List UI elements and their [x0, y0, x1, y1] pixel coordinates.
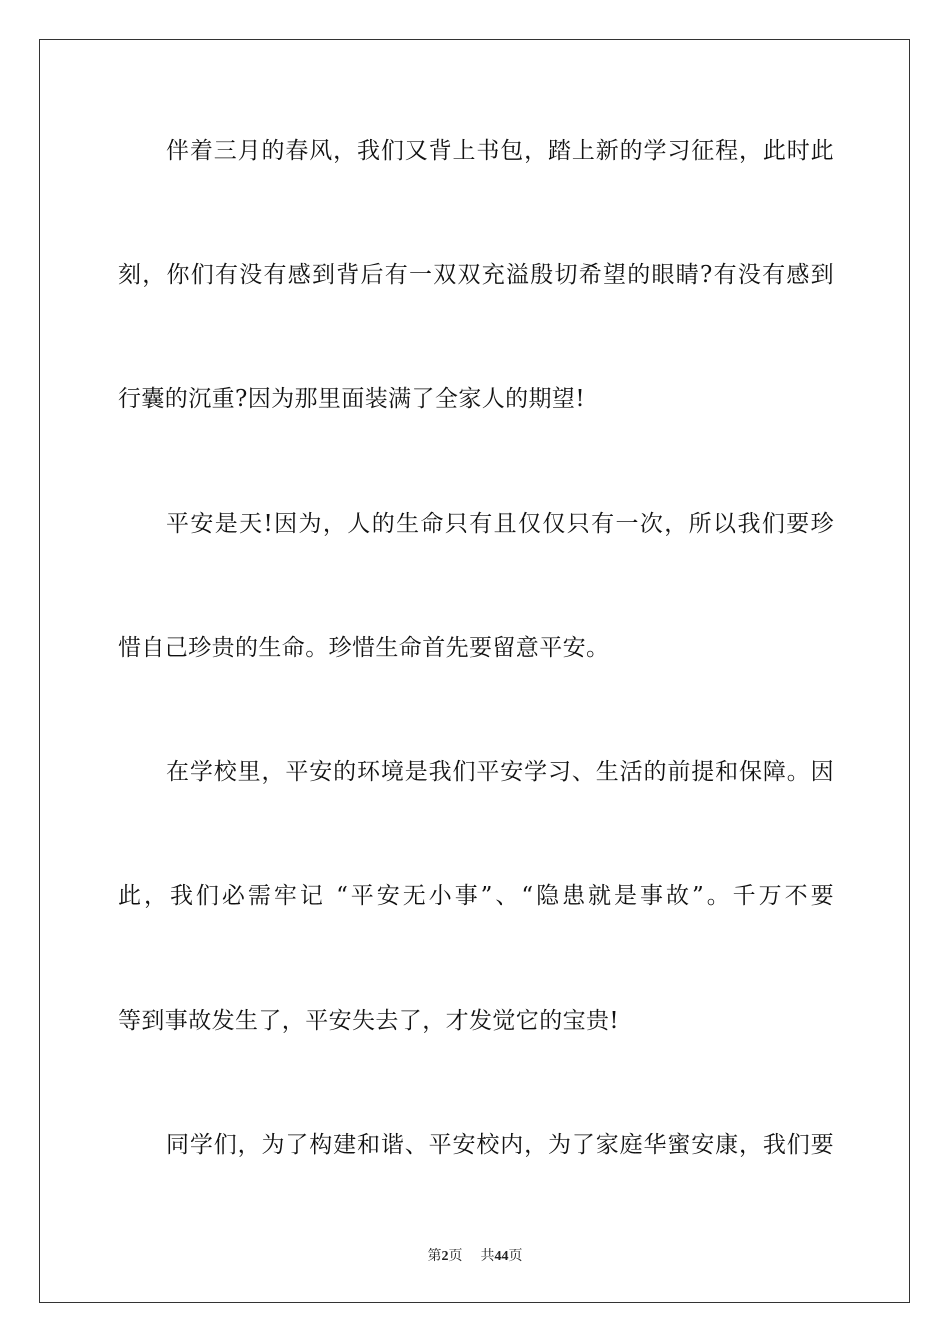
paragraph-1-line-1: 伴着三月的春风，我们又背上书包，踏上新的学习征程，此时此: [166, 138, 834, 164]
page-footer: [0, 1248, 950, 1266]
paragraph-3-line-3: 等到事故发生了，平安失去了，才发觉它的宝贵!: [118, 1008, 620, 1034]
paragraph-4-line-1: 同学们，为了构建和谐、平安校内，为了家庭华蜜安康，我们要: [166, 1132, 834, 1158]
paragraph-2-line-1: 平安是天!因为，人的生命只有且仅仅只有一次，所以我们要珍: [166, 511, 834, 537]
paragraph-1-line-2: 刻，你们有没有感到背后有一双双充溢殷切希望的眼睛?有没有感到: [118, 262, 834, 288]
page-suffix: 页: [448, 1249, 463, 1264]
total-pages: 44: [494, 1249, 509, 1264]
page-number: 2: [441, 1249, 449, 1264]
paragraph-1-line-3: 行囊的沉重?因为那里面装满了全家人的期望!: [118, 386, 585, 412]
total-prefix: 共: [480, 1249, 495, 1264]
page-border: [39, 39, 910, 1303]
page-prefix: 第: [427, 1249, 442, 1264]
paragraph-2-line-2: 惜自己珍贵的生命。珍惜生命首先要留意平安。: [118, 635, 610, 661]
paragraph-3-line-1: 在学校里，平安的环境是我们平安学习、生活的前提和保障。因: [166, 759, 834, 785]
paragraph-3-line-2: 此，我们必需牢记 “平安无小事”、“隐患就是事故”。千万不要: [118, 883, 834, 909]
total-suffix: 页: [508, 1249, 523, 1264]
